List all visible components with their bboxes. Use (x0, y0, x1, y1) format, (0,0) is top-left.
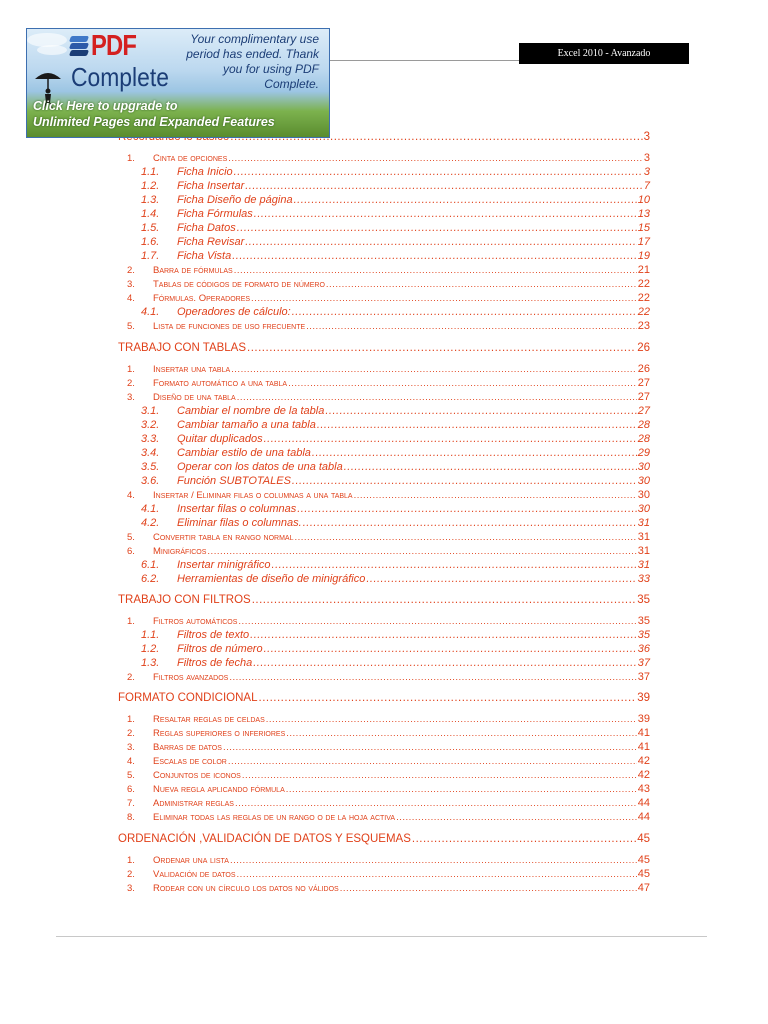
toc-entry[interactable] (127, 487, 650, 501)
toc-entry-number: 6. (127, 546, 135, 557)
toc-entry[interactable] (141, 641, 650, 655)
toc-entry-title[interactable]: Nueva regla aplicando fórmula (153, 784, 285, 795)
toc-entry[interactable] (127, 866, 650, 880)
toc-page-number: 22 (637, 292, 650, 304)
toc-page-number: 39 (637, 713, 650, 725)
toc-leader-dots (264, 433, 637, 445)
toc-leader-dots (303, 517, 637, 529)
toc-entry-number: 1.1. (141, 629, 160, 641)
toc-leader-dots (292, 475, 637, 487)
toc-leader-dots (252, 594, 637, 606)
upgrade-banner[interactable] (26, 28, 330, 138)
toc-leader-dots (396, 812, 637, 823)
toc-entry[interactable] (141, 248, 650, 262)
toc-entry-title[interactable]: TRABAJO CON FILTROS (118, 594, 251, 606)
toc-leader-dots (230, 855, 637, 866)
toc-page-number: 41 (637, 727, 650, 739)
toc-leader-dots (238, 616, 636, 627)
toc-entry-number: 1.2. (141, 643, 160, 655)
toc-entry-title[interactable]: FORMATO CONDICIONAL (118, 692, 258, 704)
toc-entry[interactable] (141, 178, 650, 192)
toc-page-number: 30 (637, 489, 650, 501)
toc-entry[interactable] (141, 304, 650, 318)
toc-entry-number: 3.2. (141, 419, 160, 431)
toc-entry-number: 4. (127, 756, 135, 767)
toc-entry-number: 1.6. (141, 236, 160, 248)
toc-entry-title[interactable]: Insertar filas o columnas (177, 503, 297, 515)
toc-entry-number: 1. (127, 714, 135, 725)
toc-entry[interactable] (141, 501, 650, 515)
toc-entry[interactable] (141, 417, 650, 431)
toc-entry-number: 4. (127, 490, 135, 501)
toc-entry-title[interactable]: Ficha Insertar (177, 180, 245, 192)
toc-leader-dots (247, 342, 636, 354)
toc-page-number: 30 (637, 461, 650, 473)
toc-entry-title[interactable]: Reglas superiores o inferiores (153, 728, 286, 739)
toc-entry-number: 3.6. (141, 475, 160, 487)
toc-leader-dots (228, 756, 637, 767)
toc-page-number: 42 (637, 769, 650, 781)
upgrade-link-line1[interactable]: Click Here to upgrade to (33, 99, 178, 113)
toc-page-number: 17 (637, 236, 650, 248)
toc-leader-dots (234, 166, 643, 178)
toc-entry-number: 2. (127, 869, 135, 880)
toc-entry-number: 3.5. (141, 461, 160, 473)
toc-entry-title[interactable]: Formato automático a una tabla (153, 378, 288, 389)
toc-page-number: 28 (637, 433, 650, 445)
toc-page-number: 26 (637, 342, 650, 354)
toc-leader-dots (297, 503, 637, 515)
toc-entry-title[interactable]: Filtros de texto (177, 629, 250, 641)
toc-entry[interactable] (141, 192, 650, 206)
promo-complete-text: Complete (71, 62, 169, 92)
toc-page-number: 30 (637, 503, 650, 515)
toc-entry[interactable] (141, 445, 650, 459)
toc-section-heading[interactable] (118, 340, 650, 354)
toc-entry[interactable] (141, 655, 650, 669)
toc-leader-dots (344, 461, 637, 473)
toc-entry-number: 4.1. (141, 306, 160, 318)
toc-entry-number: 1. (127, 153, 135, 164)
toc-section-heading[interactable] (118, 592, 650, 606)
toc-page-number: 33 (637, 573, 650, 585)
toc-entry-title[interactable]: Escalas de color (153, 756, 227, 767)
toc-page-number: 41 (637, 741, 650, 753)
toc-entry-title[interactable]: Lista de funciones de uso frecuente (153, 321, 306, 332)
toc-leader-dots (231, 364, 637, 375)
toc-entry[interactable] (127, 613, 650, 627)
toc-leader-dots (228, 153, 643, 164)
toc-leader-dots (234, 265, 637, 276)
toc-entry-number: 1.2. (141, 180, 160, 192)
toc-entry-number: 3. (127, 279, 135, 290)
toc-entry-title[interactable]: Diseño de una tabla (153, 392, 236, 403)
toc-page-number: 31 (637, 559, 650, 571)
toc-entry[interactable] (127, 150, 650, 164)
toc-entry-number: 5. (127, 770, 135, 781)
toc-entry-number: 1.1. (141, 166, 160, 178)
toc-entry-title[interactable]: Quitar duplicados (177, 433, 263, 445)
toc-leader-dots (207, 546, 636, 557)
toc-page-number: 44 (637, 811, 650, 823)
toc-entry[interactable] (127, 276, 650, 290)
toc-entry-title[interactable]: Tablas de códigos de formato de número (153, 279, 325, 290)
toc-entry[interactable] (127, 809, 650, 823)
toc-page-number: 23 (637, 320, 650, 332)
toc-entry-number: 4.2. (141, 517, 160, 529)
toc-leader-dots (286, 728, 636, 739)
toc-page-number: 28 (637, 419, 650, 431)
toc-page-number: 31 (637, 531, 650, 543)
toc-leader-dots (292, 306, 637, 318)
toc-entry-title[interactable]: Eliminar filas o columnas. (177, 517, 302, 529)
toc-section-heading[interactable] (118, 831, 650, 845)
toc-page-number: 39 (637, 692, 650, 704)
toc-entry[interactable] (127, 880, 650, 894)
toc-entry[interactable] (127, 669, 650, 683)
toc-entry[interactable] (141, 459, 650, 473)
toc-entry-title[interactable]: Ficha Vista (177, 250, 232, 262)
toc-entry-title[interactable]: Resaltar reglas de celdas (153, 714, 265, 725)
toc-entry[interactable] (127, 781, 650, 795)
toc-entry-number: 2. (127, 378, 135, 389)
toc-page-number: 3 (643, 131, 650, 143)
toc-entry-title[interactable]: Cambiar el nombre de la tabla (177, 405, 325, 417)
toc-leader-dots (237, 392, 637, 403)
toc-leader-dots (366, 573, 636, 585)
toc-entry-title[interactable]: Herramientas de diseño de minigráfico (177, 573, 366, 585)
toc-entry[interactable] (127, 529, 650, 543)
toc-entry[interactable] (127, 753, 650, 767)
toc-leader-dots (266, 714, 637, 725)
toc-entry-title[interactable]: Barras de datos (153, 742, 222, 753)
toc-page-number: 3 (643, 166, 650, 178)
toc-entry-number: 1.3. (141, 657, 160, 669)
toc-entry-title[interactable]: Convertir tabla en rango normal (153, 532, 294, 543)
toc-entry-title[interactable]: Ficha Fórmulas (177, 208, 253, 220)
toc-entry-title[interactable]: Filtros de fecha (177, 657, 253, 669)
toc-entry-title[interactable]: Ficha Diseño de página (177, 194, 293, 206)
toc-entry[interactable] (127, 795, 650, 809)
toc-entry[interactable] (141, 164, 650, 178)
toc-entry-title[interactable]: Filtros automáticos (153, 616, 238, 627)
toc-page-number: 19 (637, 250, 650, 262)
toc-entry-number: 3. (127, 883, 135, 894)
toc-leader-dots (242, 770, 637, 781)
toc-page-number: 22 (637, 306, 650, 318)
toc-page-number: 7 (643, 180, 650, 192)
toc-page-number: 27 (637, 391, 650, 403)
toc-entry-number: 3. (127, 392, 135, 403)
toc-leader-dots (250, 629, 637, 641)
toc-entry-number: 1. (127, 616, 135, 627)
toc-page-number: 10 (637, 194, 650, 206)
toc-entry-number: 1. (127, 855, 135, 866)
toc-entry-number: 1.5. (141, 222, 160, 234)
toc-entry-title[interactable]: Ficha Revisar (177, 236, 245, 248)
toc-leader-dots (237, 222, 637, 234)
toc-page-number: 35 (637, 615, 650, 627)
toc-page-number: 42 (637, 755, 650, 767)
toc-entry-number: 3. (127, 742, 135, 753)
toc-leader-dots (253, 657, 637, 669)
toc-page-number: 30 (637, 475, 650, 487)
toc-leader-dots (294, 194, 637, 206)
toc-entry-title[interactable]: Fórmulas. Operadores (153, 293, 251, 304)
toc-entry-title[interactable]: Cambiar tamaño a una tabla (177, 419, 316, 431)
toc-entry-number: 3.4. (141, 447, 160, 459)
toc-entry-title[interactable]: ORDENACIÓN ,VALIDACIÓN DE DATOS Y ESQUEMAS (118, 833, 411, 845)
toc-entry-title[interactable]: Conjuntos de iconos (153, 770, 241, 781)
toc-entry-title[interactable]: Función SUBTOTALES (177, 475, 291, 487)
toc-entry-title[interactable]: Cinta de opciones (153, 153, 228, 164)
toc-entry-number: 1.3. (141, 194, 160, 206)
toc-entry-number: 5. (127, 532, 135, 543)
toc-leader-dots (354, 490, 637, 501)
toc-entry-title[interactable]: Barra de fórmulas (153, 265, 233, 276)
toc-entry-number: 6.1. (141, 559, 160, 571)
toc-entry[interactable] (141, 403, 650, 417)
toc-entry[interactable] (127, 852, 650, 866)
toc-entry-number: 7. (127, 798, 135, 809)
toc-page-number: 44 (637, 797, 650, 809)
toc-page-number: 36 (637, 643, 650, 655)
toc-page-number: 22 (637, 278, 650, 290)
toc-entry[interactable] (141, 515, 650, 529)
toc-page-number: 43 (637, 783, 650, 795)
toc-entry-number: 1.7. (141, 250, 160, 262)
toc-entry-title[interactable]: Filtros de número (177, 643, 263, 655)
toc-leader-dots (340, 883, 637, 894)
toc-entry-number: 2. (127, 728, 135, 739)
toc-page-number: 21 (637, 264, 650, 276)
toc-page-number: 35 (637, 629, 650, 641)
toc-entry[interactable] (127, 290, 650, 304)
toc-page-number: 35 (637, 594, 650, 606)
toc-entry-number: 1. (127, 364, 135, 375)
cloud-shape (37, 45, 67, 55)
toc-leader-dots (232, 250, 637, 262)
toc-entry-title[interactable]: Insertar minigráfico (177, 559, 271, 571)
toc-entry-title[interactable]: Operar con los datos de una tabla (177, 461, 343, 473)
pdf-stack-icon (70, 34, 92, 60)
toc-leader-dots (235, 798, 637, 809)
toc-entry-title[interactable]: Rodear con un círculo los datos no válidos (153, 883, 339, 894)
toc-entry-number: 5. (127, 321, 135, 332)
toc-entry[interactable] (141, 206, 650, 220)
toc-leader-dots (288, 378, 637, 389)
toc-entry-number: 8. (127, 812, 135, 823)
toc-page-number: 45 (637, 833, 650, 845)
toc-entry-title[interactable]: Operadores de cálculo: (177, 306, 291, 318)
toc-entry-title[interactable]: Filtros avanzados (153, 672, 229, 683)
toc-entry[interactable] (127, 725, 650, 739)
toc-entry[interactable] (127, 262, 650, 276)
toc-page-number: 29 (637, 447, 650, 459)
upgrade-link-line2[interactable]: Unlimited Pages and Expanded Features (33, 115, 275, 129)
toc-entry-number: 2. (127, 265, 135, 276)
toc-leader-dots (254, 208, 637, 220)
toc-page-number: 37 (637, 657, 650, 669)
toc-leader-dots (412, 833, 636, 845)
toc-entry[interactable] (127, 375, 650, 389)
toc-entry[interactable] (127, 361, 650, 375)
promo-pdf-text: PDF (91, 30, 137, 62)
toc-page-number: 15 (637, 222, 650, 234)
toc-page-number: 47 (637, 882, 650, 894)
toc-entry-title[interactable]: Validación de datos (153, 869, 236, 880)
toc-leader-dots (272, 559, 637, 571)
header-badge: Excel 2010 - Avanzado (519, 43, 689, 64)
toc-leader-dots (259, 692, 637, 704)
toc-page-number: 31 (637, 545, 650, 557)
toc-leader-dots (306, 321, 637, 332)
toc-entry-number: 3.3. (141, 433, 160, 445)
toc-entry-number: 3.1. (141, 405, 160, 417)
toc-leader-dots (294, 532, 636, 543)
toc-page-number: 26 (637, 363, 650, 375)
toc-entry[interactable] (141, 431, 650, 445)
toc-entry[interactable] (141, 473, 650, 487)
toc-leader-dots (237, 869, 637, 880)
toc-entry-title[interactable]: Eliminar todas las reglas de un rango o de la hoja activa (153, 812, 396, 823)
toc-leader-dots (229, 672, 636, 683)
toc-entry[interactable] (141, 627, 650, 641)
toc-entry[interactable] (141, 571, 650, 585)
toc-leader-dots (223, 742, 637, 753)
toc-page-number: 27 (637, 405, 650, 417)
toc-page-number: 45 (637, 854, 650, 866)
toc-entry-title[interactable]: Ficha Datos (177, 222, 236, 234)
toc-page-number: 27 (637, 377, 650, 389)
toc-leader-dots (286, 784, 637, 795)
toc-entry-title[interactable]: Ordenar una lista (153, 855, 229, 866)
toc-entry[interactable] (127, 767, 650, 781)
toc-entry-title[interactable]: Insertar / Eliminar filas o columnas a una tabla (153, 490, 353, 501)
toc-entry[interactable] (141, 220, 650, 234)
toc-entry-title[interactable]: Administrar reglas (153, 798, 234, 809)
toc-entry-title[interactable]: TRABAJO CON TABLAS (118, 342, 247, 354)
toc-entry[interactable] (127, 739, 650, 753)
toc-leader-dots (264, 643, 637, 655)
toc-entry-title[interactable]: Ficha Inicio (177, 166, 233, 178)
toc-entry-title[interactable]: Cambiar estilo de una tabla (177, 447, 311, 459)
toc-entry-number: 4. (127, 293, 135, 304)
toc-entry-title[interactable]: Minigráficos (153, 546, 207, 557)
toc-leader-dots (326, 279, 637, 290)
toc-entry[interactable] (127, 711, 650, 725)
upgrade-link[interactable] (33, 98, 275, 130)
toc-entry[interactable] (141, 557, 650, 571)
toc-page-number: 3 (643, 152, 650, 164)
toc-entry[interactable] (127, 543, 650, 557)
toc-page-number: 31 (637, 517, 650, 529)
promo-message: Your complimentary use period has ended. Thank you for using PDF Complete. (186, 32, 319, 91)
toc-entry-number: 2. (127, 672, 135, 683)
toc-leader-dots (312, 447, 637, 459)
toc-entry-number: 6.2. (141, 573, 160, 585)
toc-entry-number: 6. (127, 784, 135, 795)
toc-leader-dots (245, 180, 643, 192)
footer-rule (56, 936, 707, 937)
toc-section-heading[interactable] (118, 690, 650, 704)
toc-entry-number: 4.1. (141, 503, 160, 515)
toc-page-number: 13 (637, 208, 650, 220)
toc-leader-dots (317, 419, 637, 431)
toc-leader-dots (245, 236, 637, 248)
toc-entry[interactable] (141, 234, 650, 248)
toc-page-number: 37 (637, 671, 650, 683)
toc-leader-dots (325, 405, 636, 417)
toc-leader-dots (251, 293, 637, 304)
toc-entry-number: 1.4. (141, 208, 160, 220)
toc-entry-title[interactable]: Insertar una tabla (153, 364, 231, 375)
toc-entry[interactable] (127, 318, 650, 332)
toc-entry[interactable] (127, 389, 650, 403)
toc-page-number: 45 (637, 868, 650, 880)
